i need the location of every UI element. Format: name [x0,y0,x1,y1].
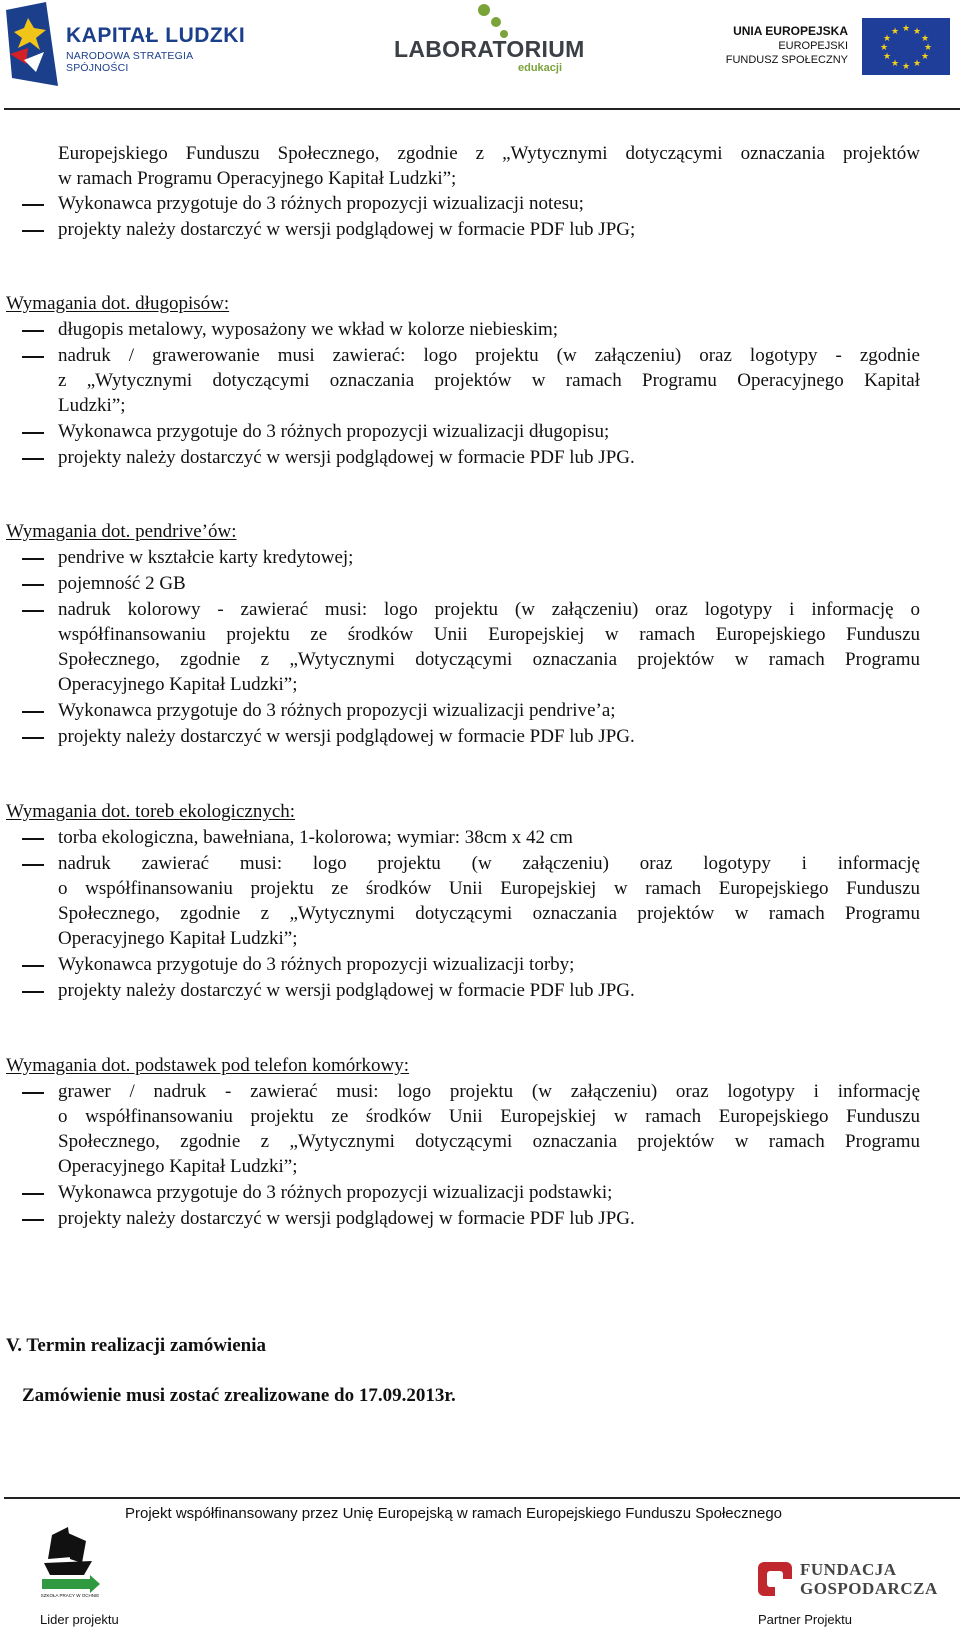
bags-item-2-line-2: o współfinansowaniu projektu ze środków Unii Europejskiej w ramach Europejskiego Funduszu [58,878,920,899]
ship-icon [38,1527,102,1603]
svg-text:★: ★ [920,34,930,44]
svg-text:★: ★ [901,62,911,72]
intro-item-1: Wykonawca przygotuje do 3 różnych propozycji wizualizacji notesu; [58,193,584,214]
stands-item-1-line-1: grawer / nadruk - zawierać musi: logo projektu (w załączeniu) oraz logotypy i informację [58,1081,920,1102]
eu-efs-logo [722,16,950,78]
bullet-dash [22,711,44,713]
svg-text:★: ★ [890,59,900,69]
intro-item-2: projekty należy dostarczyć w wersji podglądowej w formacie PDF lub JPG; [58,219,636,240]
pens-heading: Wymagania dot. długopisów: [6,293,230,314]
laboratorium-title: LABORATORIUM [394,36,585,62]
pens-item-2-line-2: z „Wytycznymi dotyczącymi oznaczania projektów w ramach Programu Operacyjnego Kapitał [58,370,920,391]
bullet-dash [22,610,44,612]
header-divider [4,108,960,110]
bags-item-2-line-3: Społecznego, zgodnie z „Wytycznymi dotyczącymi oznaczania projektów w ramach Programu [58,903,920,924]
bullet-dash [22,230,44,232]
pendrives-item-3-line-3: Społecznego, zgodnie z „Wytycznymi dotyczącymi oznaczania projektów w ramach Programu [58,649,920,670]
bullet-dash [22,1092,44,1094]
pendrives-item-1: pendrive w kształcie karty kredytowej; [58,547,354,568]
stands-item-1-line-4: Operacyjnego Kapitał Ludzki”; [58,1156,298,1177]
svg-text:★: ★ [912,59,922,69]
fundacja-line2: GOSPODARCZA [800,1579,938,1598]
bullet-dash [22,204,44,206]
eu-logo-line2: EUROPEJSKI [778,40,848,52]
bullet-dash [22,838,44,840]
lider-logo [38,1527,102,1603]
bullet-dash [22,458,44,460]
fundacja-line1: FUNDACJA [800,1560,897,1579]
svg-text:★: ★ [912,27,922,37]
page-header [0,0,960,110]
svg-text:★: ★ [920,52,930,62]
bags-item-2-line-1: nadruk zawierać musi: logo projektu (w załączeniu) oraz logotypy i informację [58,853,920,874]
stands-item-1-line-2: o współfinansowaniu projektu ze środków Unii Europejskiej w ramach Europejskiego Funduszu [58,1106,920,1127]
bullet-dash [22,584,44,586]
pens-item-3: Wykonawca przygotuje do 3 różnych propozycji wizualizacji długopisu; [58,421,610,442]
pendrives-item-5: projekty należy dostarczyć w wersji podglądowej w formacie PDF lub JPG. [58,726,635,747]
eu-logo-line3: FUNDUSZ SPOŁECZNY [725,54,848,66]
pendrives-item-4: Wykonawca przygotuje do 3 różnych propozycji wizualizacji pendrive’a; [58,700,616,721]
fundacja-text [800,1560,938,1598]
stands-item-3: projekty należy dostarczyć w wersji podglądowej w formacie PDF lub JPG. [58,1208,635,1229]
svg-text:★: ★ [890,27,900,37]
bullet-dash [22,1193,44,1195]
fundacja-gospodarcza-logo [758,1560,948,1600]
pens-item-2-line-3: Ludzki”; [58,395,126,416]
fundacja-mark-icon [758,1562,792,1596]
bags-item-4: projekty należy dostarczyć w wersji podglądowej w formacie PDF lub JPG. [58,980,635,1001]
deadline-statement: Zamówienie musi zostać zrealizowane do 17.09.2013r. [22,1385,456,1406]
pendrives-heading: Wymagania dot. pendrive’ów: [6,521,237,542]
pens-item-4: projekty należy dostarczyć w wersji podglądowej w formacie PDF lub JPG. [58,447,635,468]
intro-line-2: w ramach Programu Operacyjnego Kapitał Ludzki”; [58,168,457,189]
pens-item-2-line-1: nadruk / grawerowanie musi zawierać: logo projektu (w załączeniu) oraz logotypy - zgodnie [58,345,920,366]
pendrives-item-3-line-1: nadruk kolorowy - zawierać musi: logo projektu (w załączeniu) oraz logotypy i informację o [58,599,920,620]
bags-item-2-line-4: Operacyjnego Kapitał Ludzki”; [58,928,298,949]
eu-flag-icon [862,18,950,75]
kapital-ludzki-star-icon [6,2,62,86]
bullet-dash [22,1219,44,1221]
bullet-dash [22,864,44,866]
bullet-dash [22,558,44,560]
svg-text:★: ★ [923,43,933,53]
lider-label: Lider projektu [40,1612,119,1627]
eu-logo-line1: UNIA EUROPEJSKA [733,24,848,38]
bags-heading: Wymagania dot. toreb ekologicznych: [6,801,296,822]
bullet-dash [22,991,44,993]
pendrives-item-3-line-4: Operacyjnego Kapitał Ludzki”; [58,674,298,695]
bullet-dash [22,330,44,332]
pens-item-1: długopis metalowy, wyposażony we wkład w kolorze niebieskim; [58,319,559,340]
bullet-dash [22,965,44,967]
bullet-dash [22,356,44,358]
stands-item-1-line-3: Społecznego, zgodnie z „Wytycznymi dotyczącymi oznaczania projektów w ramach Programu [58,1131,920,1152]
lider-logo-caption: SZKOŁA PRACY W OCHNIE [40,1593,100,1598]
laboratorium-edukacji-logo [394,2,584,78]
cofinancing-note: Projekt współfinansowany przez Unię Europejską w ramach Europejskiego Funduszu Społecznego [125,1505,783,1522]
intro-line-1: Europejskiego Funduszu Społecznego, zgodnie z „Wytycznymi dotyczącymi oznaczania projektów [58,143,920,164]
laboratorium-subtitle: edukacji [518,62,563,74]
bags-item-1: torba ekologiczna, bawełniana, 1-kolorowa; wymiar: 38cm x 42 cm [58,827,573,848]
bags-item-3: Wykonawca przygotuje do 3 różnych propozycji wizualizacji torby; [58,954,575,975]
stands-heading: Wymagania dot. podstawek pod telefon komórkowy: [6,1055,410,1076]
svg-text:★: ★ [882,34,892,44]
footer-divider [4,1497,960,1499]
stands-item-2: Wykonawca przygotuje do 3 różnych propozycji wizualizacji podstawki; [58,1182,613,1203]
pendrives-item-2: pojemność 2 GB [58,573,186,594]
bullet-dash [22,737,44,739]
kapital-ludzki-title: KAPITAŁ LUDZKI [66,24,246,47]
svg-text:★: ★ [882,52,892,62]
svg-text:★: ★ [901,24,911,34]
section-v-title: V. Termin realizacji zamówienia [6,1335,266,1356]
partner-label: Partner Projektu [758,1612,852,1627]
pendrives-item-3-line-2: współfinansowaniu projektu ze środków Unii Europejskiej w ramach Europejskiego Funduszu [58,624,920,645]
kapital-ludzki-subtitle: NARODOWA STRATEGIA SPÓJNOŚCI [66,50,193,74]
svg-text:★: ★ [879,43,889,53]
kapital-ludzki-logo [6,2,256,86]
bullet-dash [22,432,44,434]
